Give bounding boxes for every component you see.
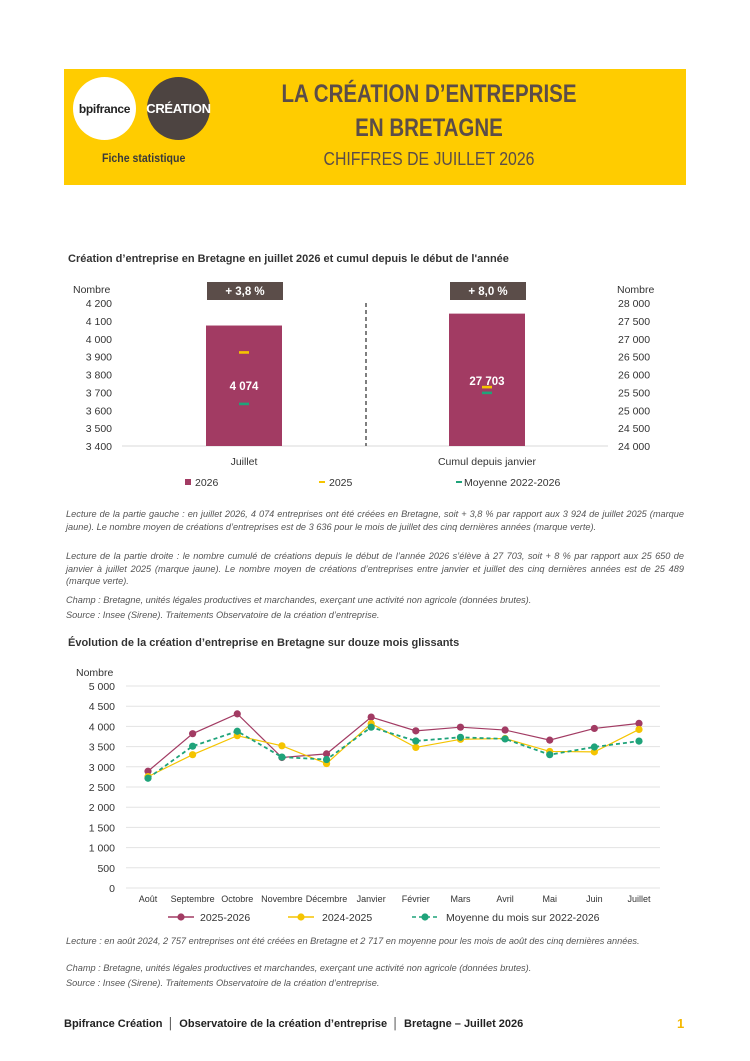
bpifrance-logo <box>73 77 136 140</box>
x-tick-label: Mars <box>450 894 471 904</box>
legend-label-moyenne: Moyenne 2022-2026 <box>464 477 561 489</box>
y-tick-label: 4 500 <box>88 701 115 714</box>
y-tick-right: 27 500 <box>618 315 651 328</box>
x-tick-label: Décembre <box>305 894 348 904</box>
series-moyenne-point <box>278 754 285 761</box>
chart-evolution <box>0 660 750 930</box>
series-moyenne-point <box>591 743 598 750</box>
y-axis-right-label: Nombre <box>617 284 655 296</box>
legend-swatch-2026 <box>185 479 191 485</box>
series-2025-2026-point <box>412 727 419 734</box>
y-tick-left: 3 600 <box>85 405 112 418</box>
y-tick-label: 0 <box>109 883 115 895</box>
y-tick-left: 4 000 <box>85 333 112 346</box>
legend-label-2026: 2026 <box>195 477 219 489</box>
y-tick-label: 3 000 <box>88 761 115 774</box>
fiche-label: Fiche statistique <box>102 151 186 165</box>
series-2024-2025-point <box>278 742 285 749</box>
y-tick-label: 1 500 <box>88 822 115 835</box>
y-tick-right: 28 000 <box>618 298 651 310</box>
series-moyenne-point <box>368 724 375 731</box>
y-tick-label: 3 500 <box>88 741 115 754</box>
y-tick-label: 2 000 <box>88 802 115 815</box>
series-2024-2025-point <box>189 751 196 758</box>
footer-region: Bretagne – Juillet 2026 <box>404 1018 524 1030</box>
series-moyenne-point <box>457 734 464 741</box>
y-tick-label: 1 000 <box>88 842 115 855</box>
footer <box>64 1018 523 1030</box>
series-2025-2026-legend-label: 2025-2026 <box>200 912 251 924</box>
chart1-note-champ: Champ : Bretagne, unités légales productives et marchandes, exerçant une activité non agricole (données brutes). <box>66 595 532 605</box>
y-tick-right: 25 000 <box>618 405 651 418</box>
series-2024-2025-point <box>412 744 419 751</box>
x-tick-label: Juillet <box>627 894 651 904</box>
y-tick-right: 25 500 <box>618 387 651 400</box>
chart-monthly-cumul <box>0 275 750 505</box>
header-banner <box>64 69 686 185</box>
chart1-note-right: Lecture de la partie droite : le nombre cumulé de créations depuis le début de l’année 2026 s’élève à 27 703, soit + 8 % par rapport aux 25 650 de janvier à juillet 2025 (marque jaune). Le nombre moyen de créations d’entreprises entre janvier et juillet des cinq dernières années est de 25 489 (marque verte). <box>66 551 684 587</box>
footer-brand: Bpifrance Création <box>64 1018 163 1030</box>
x-tick-label: Octobre <box>221 894 254 904</box>
page-title-line2: EN BRETAGNE <box>355 114 503 142</box>
series-2024-2025-line <box>148 724 639 777</box>
bar-value-label: 4 074 <box>229 381 259 393</box>
page-subtitle: CHIFFRES DE JUILLET 2026 <box>323 149 535 169</box>
x-tick-label: Avril <box>496 894 514 904</box>
series-2025-2026-point <box>234 710 241 717</box>
legend-swatch-2025 <box>319 481 325 483</box>
y-axis-label: Nombre <box>76 667 114 679</box>
y-tick-right: 26 000 <box>618 369 651 382</box>
marker-moyenne <box>482 392 492 395</box>
x-category-label: Juillet <box>230 456 258 468</box>
series-2025-2026-point <box>368 714 375 721</box>
creation-logo <box>147 77 210 140</box>
footer-separator: │ <box>392 1018 400 1030</box>
series-2025-2026-point <box>189 730 196 737</box>
series-moyenne-point <box>189 743 196 750</box>
creation-logo-text: CRÉATION <box>146 101 211 116</box>
y-tick-right: 27 000 <box>618 333 651 346</box>
x-tick-label: Janvier <box>356 894 386 904</box>
legend-label-2025: 2025 <box>329 477 353 489</box>
series-moyenne-point <box>144 775 151 782</box>
y-tick-left: 3 900 <box>85 351 112 364</box>
bar-value-label: 27 703 <box>469 376 505 388</box>
page-title-line1: LA CRÉATION D’ENTREPRISE <box>281 80 577 108</box>
y-tick-label: 5 000 <box>88 681 115 693</box>
marker-2025 <box>239 351 249 354</box>
chart2-title: Évolution de la création d’entreprise en Bretagne sur douze mois glissants <box>68 637 460 649</box>
y-tick-right: 26 500 <box>618 351 651 364</box>
y-tick-label: 500 <box>97 862 115 875</box>
chart1-title: Création d’entreprise en Bretagne en juillet 2026 et cumul depuis le début de l'année <box>68 253 509 265</box>
y-tick-left: 3 700 <box>85 387 112 400</box>
series-2025-2026-point <box>546 737 553 744</box>
y-tick-left: 3 800 <box>85 369 112 382</box>
series-2024-2025-point <box>635 726 642 733</box>
series-2025-2026-point <box>457 724 464 731</box>
bpifrance-logo-text: bpifrance <box>78 101 131 116</box>
y-tick-left: 3 400 <box>85 441 112 453</box>
x-tick-label: Novembre <box>261 894 303 904</box>
y-tick-right: 24 500 <box>618 423 651 436</box>
y-tick-right: 24 000 <box>618 441 651 453</box>
variation-badge-text: + 8,0 % <box>468 286 508 298</box>
x-tick-label: Juin <box>586 894 603 904</box>
footer-observatoire: Observatoire de la création d’entreprise <box>179 1018 388 1030</box>
series-moyenne-point <box>546 751 553 758</box>
x-tick-label: Mai <box>542 894 557 904</box>
chart1-note-left: Lecture de la partie gauche : en juillet 2026, 4 074 entreprises ont été créées en Bretagne, soit + 3,8 % par rapport aux 3 924 de juillet 2025 (marque jaune). Le nombre moyen de créations d’entreprises est de 3 636 pour le mois de juillet des cinq dernières années (marque verte). <box>66 509 684 532</box>
series-moyenne-point <box>501 735 508 742</box>
chart2-note-champ: Champ : Bretagne, unités légales productives et marchandes, exerçant une activité non agricole (données brutes). <box>66 963 532 973</box>
chart1-note-source: Source : Insee (Sirene). Traitements Observatoire de la création d’entreprise. <box>66 610 380 620</box>
series-moyenne-point <box>412 737 419 744</box>
x-tick-label: Septembre <box>170 894 215 904</box>
x-tick-label: Février <box>401 894 430 904</box>
series-moyenne-legend-marker <box>421 913 428 920</box>
y-tick-label: 4 000 <box>88 721 115 734</box>
series-2025-2026-point <box>591 725 598 732</box>
chart2-note-source: Source : Insee (Sirene). Traitements Observatoire de la création d’entreprise. <box>66 978 380 988</box>
chart2-note-lecture: Lecture : en août 2024, 2 757 entreprises ont été créées en Bretagne et 2 717 en moyenne pour les mois de août des cinq dernières années. <box>66 936 640 946</box>
marker-moyenne <box>239 403 249 406</box>
y-tick-left: 3 500 <box>85 423 112 436</box>
y-axis-left-label: Nombre <box>73 284 111 296</box>
series-moyenne-point <box>234 728 241 735</box>
series-2024-2025-legend-label: 2024-2025 <box>322 912 373 924</box>
footer-separator: │ <box>167 1018 175 1030</box>
series-2025-2026-legend-marker <box>177 913 184 920</box>
y-tick-left: 4 200 <box>85 298 112 310</box>
series-moyenne-legend-label: Moyenne du mois sur 2022-2026 <box>446 912 600 924</box>
series-moyenne-point <box>323 756 330 763</box>
series-2024-2025-legend-marker <box>297 913 304 920</box>
x-tick-label: Août <box>138 894 158 904</box>
series-2025-2026-point <box>501 726 508 733</box>
series-moyenne-line <box>148 727 639 778</box>
series-moyenne-point <box>635 738 642 745</box>
legend-swatch-moyenne <box>456 481 462 483</box>
variation-badge-text: + 3,8 % <box>225 286 265 298</box>
y-tick-label: 2 500 <box>88 782 115 794</box>
x-category-label: Cumul depuis janvier <box>437 456 537 468</box>
y-tick-left: 4 100 <box>85 315 112 328</box>
page-number: 1 <box>677 1016 685 1031</box>
